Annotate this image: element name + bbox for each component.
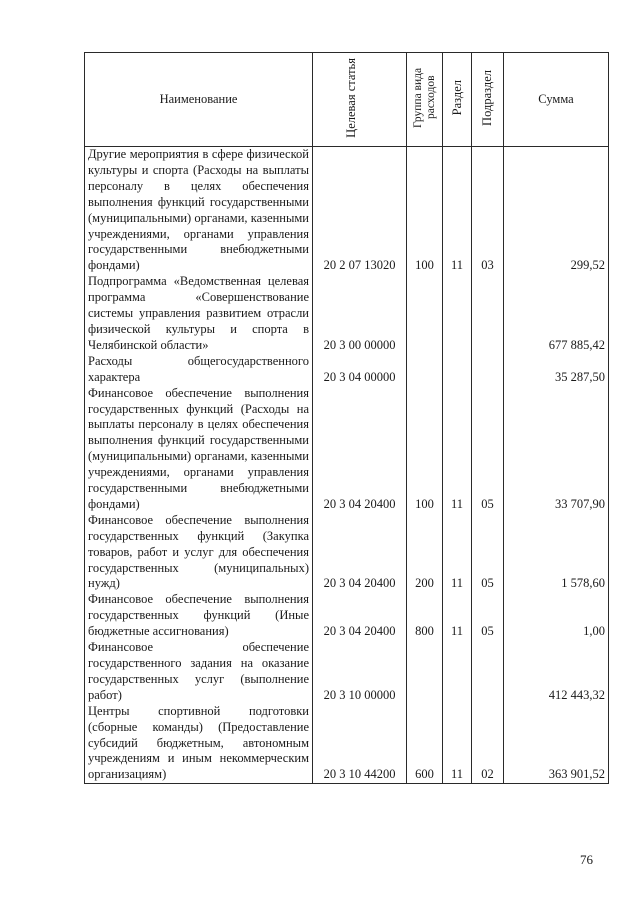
row-sum: 299,52 — [504, 147, 609, 275]
row-name: Финансовое обеспечение выполнения государственных функций (Расходы на выплаты персоналу в целях обеспечения выполнения функций государственными (муниципальными) органами, казенными учреждениями, органами управления государственными внебюджетными фондами) — [85, 386, 313, 513]
row-target-article: 20 3 10 00000 — [313, 640, 407, 704]
row-name: Финансовое обеспечение государственного задания на оказание государственных услуг (выполнение работ) — [85, 640, 313, 704]
row-sum: 33 707,90 — [504, 386, 609, 513]
header-expense-group: Группа вида расходов — [407, 53, 443, 147]
row-expense-group: 100 — [407, 386, 443, 513]
row-expense-group: 200 — [407, 513, 443, 593]
row-sum: 363 901,52 — [504, 704, 609, 784]
table-row — [85, 354, 609, 386]
row-expense-group — [407, 640, 443, 704]
row-subsection — [472, 274, 504, 354]
row-section: 11 — [443, 592, 472, 640]
row-target-article: 20 3 04 20400 — [313, 592, 407, 640]
row-section: 11 — [443, 513, 472, 593]
row-target-article: 20 3 10 44200 — [313, 704, 407, 784]
row-name: Финансовое обеспечение выполнения государственных функций (Иные бюджетные ассигнования) — [85, 592, 313, 640]
row-name: Финансовое обеспечение выполнения государственных функций (Закупка товаров, работ и услуг для обеспечения государственных (муниципальных) нужд) — [85, 513, 313, 593]
row-name: Другие мероприятия в сфере физической культуры и спорта (Расходы на выплаты персоналу в целях обеспечения выполнения функций государственными (муниципальными) органами, казенными учреждениями, органами управления государственными внебюджетными фондами) — [85, 147, 313, 275]
row-subsection — [472, 640, 504, 704]
table-row — [85, 513, 609, 593]
row-name: Расходы общегосударственного характера — [85, 354, 313, 386]
row-target-article: 20 3 04 20400 — [313, 386, 407, 513]
header-subsection: Подраздел — [472, 53, 504, 147]
row-target-article: 20 3 04 00000 — [313, 354, 407, 386]
row-target-article: 20 3 04 20400 — [313, 513, 407, 593]
row-expense-group: 800 — [407, 592, 443, 640]
row-subsection: 05 — [472, 513, 504, 593]
row-target-article: 20 2 07 13020 — [313, 147, 407, 275]
row-section: 11 — [443, 704, 472, 784]
table-row — [85, 704, 609, 784]
table-header-row — [85, 53, 609, 147]
table-row — [85, 274, 609, 354]
row-section — [443, 354, 472, 386]
row-sum: 1 578,60 — [504, 513, 609, 593]
row-subsection: 05 — [472, 592, 504, 640]
row-name: Центры спортивной подготовки (сборные команды) (Предоставление субсидий бюджетным, автономным учреждениям и иным некоммерческим организациям) — [85, 704, 313, 784]
row-subsection — [472, 354, 504, 386]
page-number: 76 — [580, 852, 593, 867]
budget-table — [84, 52, 609, 784]
row-sum: 35 287,50 — [504, 354, 609, 386]
row-expense-group — [407, 274, 443, 354]
row-sum: 412 443,32 — [504, 640, 609, 704]
row-subsection: 02 — [472, 704, 504, 784]
header-target-article: Целевая статья — [313, 53, 407, 147]
row-expense-group: 100 — [407, 147, 443, 275]
row-expense-group — [407, 354, 443, 386]
table-row — [85, 386, 609, 513]
table-row — [85, 592, 609, 640]
row-name: Подпрограмма «Ведомственная целевая программа «Совершенствование системы управления развитием отрасли физической культуры и спорта в Челябинской области» — [85, 274, 313, 354]
header-name: Наименование — [85, 53, 313, 147]
row-sum: 1,00 — [504, 592, 609, 640]
row-target-article: 20 3 00 00000 — [313, 274, 407, 354]
header-section: Раздел — [443, 53, 472, 147]
row-subsection: 03 — [472, 147, 504, 275]
row-section — [443, 640, 472, 704]
row-section — [443, 274, 472, 354]
row-subsection: 05 — [472, 386, 504, 513]
row-sum: 677 885,42 — [504, 274, 609, 354]
table-row — [85, 640, 609, 704]
header-sum: Сумма — [504, 53, 609, 147]
row-section: 11 — [443, 147, 472, 275]
row-expense-group: 600 — [407, 704, 443, 784]
row-section: 11 — [443, 386, 472, 513]
table-row — [85, 147, 609, 275]
